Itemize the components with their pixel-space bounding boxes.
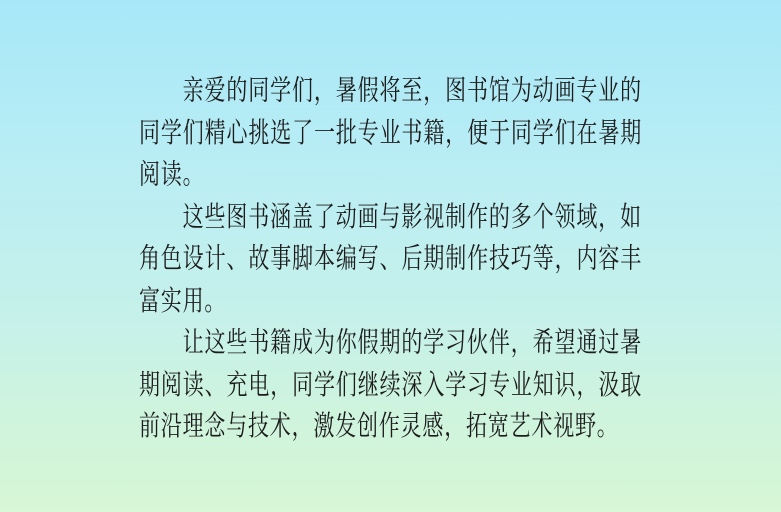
document-body — [139, 70, 642, 448]
paragraph-encouragement: 让这些书籍成为你假期的学习伙伴，希望通过暑期阅读、充电，同学们继续深入学习专业知识，汲取前沿理念与技术，激发创作灵感，拓宽艺术视野。 — [139, 325, 642, 442]
paragraph-book-coverage: 这些图书涵盖了动画与影视制作的多个领域，如角色设计、故事脚本编写、后期制作技巧等，内容丰富实用。 — [139, 199, 642, 316]
paragraph-greeting: 亲爱的同学们，暑假将至，图书馆为动画专业的同学们精心挑选了一批专业书籍，便于同学们在暑期阅读。 — [139, 73, 642, 190]
